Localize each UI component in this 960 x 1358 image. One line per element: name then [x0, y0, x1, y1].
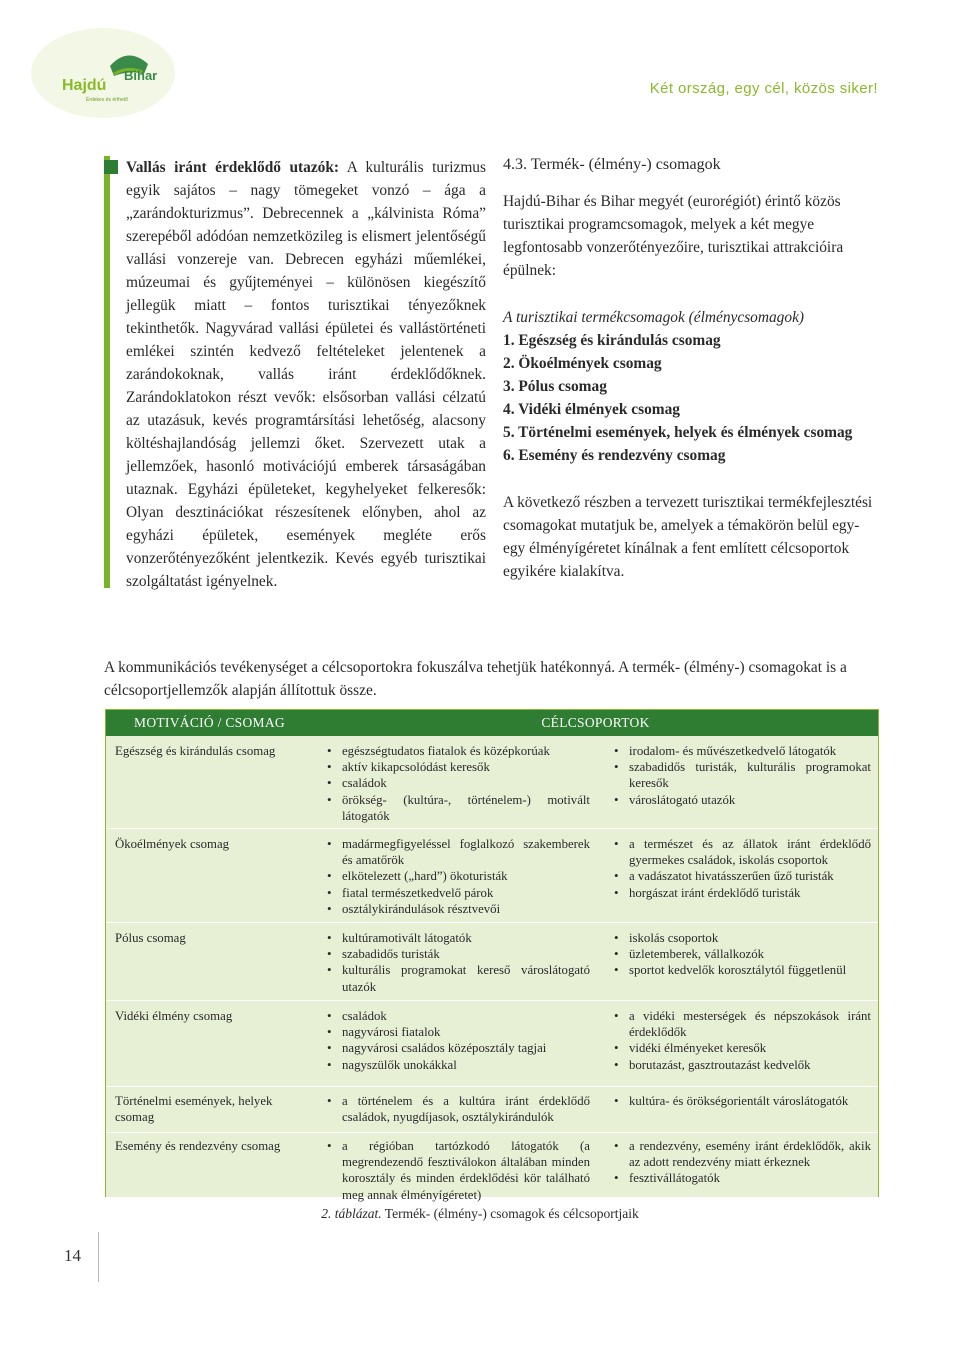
target-list-a [320, 930, 590, 995]
intro-paragraph: A kommunikációs tevékenységet a célcsoportokra fokuszálva tehetjük hatékonnyá. A termék- (élmény-) csomagokat is a célcsoportjellemzők alapján állítottuk össze. [104, 659, 847, 699]
right-intro: Hajdú-Bihar és Bihar megyét (eurorégiót) érintő közös turisztikai programcsomagok, melyek a két megye legfontosabb vonzerőtényezőire, turisztikai attrakcióira épülnek: [503, 193, 844, 279]
list-item: • borutazást, gasztroutazást kedvelők [607, 1057, 871, 1073]
list-item: • fesztivállátogatók [607, 1170, 871, 1186]
hajdu-bihar-logo-icon [28, 18, 178, 118]
package-item: 5. Történelmi események, helyek és élmények csomag [503, 424, 853, 441]
caption-text: Termék- (élmény-) csomagok és célcsoportjaik [381, 1206, 639, 1221]
list-item: • kulturális programokat kereső városlátogató utazók [320, 962, 590, 994]
caption-number: 2. táblázat. [321, 1206, 382, 1221]
list-item: • horgászat iránt érdeklődő turisták [607, 885, 871, 901]
list-item: • családok [320, 1008, 590, 1024]
list-item: • nagyvárosi fiatalok [320, 1024, 590, 1040]
row-package-name: Történelmi események, helyek csomag [115, 1094, 273, 1125]
list-item: • elkötelezett („hard”) ökoturisták [320, 868, 590, 884]
target-list-b [607, 1093, 871, 1109]
target-list-a [320, 1093, 590, 1125]
list-item: • irodalom- és művészetkedvelő látogatók [607, 743, 871, 759]
table-header [106, 710, 878, 736]
target-list-b [607, 1138, 871, 1187]
row-package-name: Ökoélmények csomag [115, 837, 230, 851]
table-row [106, 1086, 878, 1133]
list-item: • örökség- (kultúra-, történelem-) motivált látogatók [320, 792, 590, 824]
package-item: 2. Ökoélmények csomag [503, 355, 662, 372]
table-caption [0, 1206, 960, 1222]
list-item: • nagyszülők unokákkal [320, 1057, 590, 1073]
list-item: • nagyvárosi családos középosztály tagjai [320, 1040, 590, 1056]
list-item: • a régióban tartózkodó látogatók (a megrendezendő fesztiválokon általában minden korosztály és minden érdeklődési kör található meg annak élményígéretet) [320, 1138, 590, 1203]
list-item: • a vadászatot hivatásszerűen űző turisták [607, 868, 871, 884]
table-row [106, 828, 878, 923]
header-motivation: MOTIVÁCIÓ / CSOMAG [134, 715, 285, 730]
list-item: • aktív kikapcsolódást keresők [320, 759, 590, 775]
header-tagline: Két ország, egy cél, közös siker! [649, 80, 878, 97]
page-number: 14 [64, 1246, 81, 1265]
target-list-a [320, 743, 590, 824]
left-lead: Vallás iránt érdeklődő utazók: [126, 159, 340, 176]
row-package-name: Pólus csomag [115, 931, 186, 945]
table-row [106, 922, 878, 1001]
section-heading: 4.3. Termék- (élmény-) csomagok [503, 156, 721, 173]
section-square-icon [104, 160, 118, 174]
list-item: • a természet és az állatok iránt érdeklődő gyermekes családok, iskolás csoportok [607, 836, 871, 868]
target-list-a [320, 1138, 590, 1203]
list-item: • osztálykirándulások résztvevői [320, 901, 590, 917]
target-list-b [607, 836, 871, 901]
packages-list [503, 329, 881, 467]
table-row [106, 736, 878, 828]
list-item: • madármegfigyeléssel foglalkozó szakemberek és amatőrök [320, 836, 590, 868]
package-item: 3. Pólus csomag [503, 378, 607, 395]
target-list-b [607, 930, 871, 979]
packages-title: A turisztikai termékcsomagok (élménycsomagok) [503, 309, 805, 326]
list-item: • fiatal természetkedvelő párok [320, 885, 590, 901]
list-item: • egészségtudatos fiatalok és középkorúak [320, 743, 590, 759]
list-item: • szabadidős turisták [320, 946, 590, 962]
left-paragraph [126, 156, 486, 593]
header-target-groups: CÉLCSOPORTOK [541, 715, 650, 730]
logo [28, 18, 178, 118]
package-item: 1. Egészség és kirándulás csomag [503, 332, 721, 349]
target-groups-table [105, 709, 879, 1202]
target-list-b [607, 743, 871, 808]
list-item: • iskolás csoportok [607, 930, 871, 946]
row-package-name: Esemény és rendezvény csomag [115, 1139, 281, 1153]
list-item: • városlátogató utazók [607, 792, 871, 808]
package-item: 6. Esemény és rendezvény csomag [503, 447, 726, 464]
row-package-name: Vidéki élmény csomag [115, 1009, 233, 1023]
table-row [106, 1000, 878, 1087]
right-column [503, 156, 881, 583]
list-item: • kultúra- és örökségorientált városlátogatók [607, 1093, 871, 1109]
list-item: • kultúramotivált látogatók [320, 930, 590, 946]
package-item: 4. Vidéki élmények csomag [503, 401, 680, 418]
list-item: • a történelem és a kultúra iránt érdeklődő családok, nyugdíjasok, osztálykirándulók [320, 1093, 590, 1125]
target-list-a [320, 836, 590, 917]
list-item: • sportot kedvelők korosztálytól függetlenül [607, 962, 871, 978]
list-item: • a rendezvény, esemény iránt érdeklődők, akik az adott rendezvény miatt érkeznek [607, 1138, 871, 1170]
table-row [106, 1132, 878, 1202]
svg-text:Hajdú: Hajdú [62, 77, 107, 94]
right-outro: A következő részben a tervezett turisztikai termékfejlesztési csomagokat mutatjuk be, amelyek a témakörön belül egy-egy élményígéretet kínálnak a fent említett célcsoportok egyikére kialakítva. [503, 494, 873, 580]
list-item: • szabadidős turisták, kulturális programokat keresők [607, 759, 871, 791]
left-text: A kulturális turizmus egyik sajátos – nagy tömegeket vonzó – ága a „zarándokturizmus”. Debrecennek a „kálvinista Róma” szerepéből adódóan nemzetközileg is elismert jelentőségű vallási vonzereje van. Debrecen egyházi műemlékei, múzeumai és gyűjteményei – különösen kiegészítő jellegük miatt – fontos turisztikai tényezőknek tekinthetők. Nagyvárad vallási épületei és vallástörténeti emlékei szintén kedvező feltételeket jelentenek a zarándokoknak, vallás iránt érdeklődőknek. Zarándoklatokon részt vevők: elsősorban vallási célzatú az utazásuk, kevés programtársítási lehetőség, alacsony költéshajlandóság jellemzi őket. Szervezett utak a jellemzőek, hasonló motivációjú emberek társaságában utaznak. Egyházi épületeket, kegyhelyeket felkeresők: Olyan desztinációkat részesítenek előnyben, ahol az egyházi épületek, események megléte erős vonzerőtényezőként jelentkezik. Kevés egyéb turisztikai szolgáltatást igényelnek. [126, 159, 486, 590]
target-list-b [607, 1008, 871, 1073]
target-list-a [320, 1008, 590, 1073]
svg-text:Érdekes és érthető: Érdekes és érthető [86, 97, 128, 103]
list-item: • vidéki élményeket keresők [607, 1040, 871, 1056]
list-item: • üzletemberek, vállalkozók [607, 946, 871, 962]
list-item: • a vidéki mesterségek és népszokások iránt érdeklődők [607, 1008, 871, 1040]
row-package-name: Egészség és kirándulás csomag [115, 744, 276, 758]
svg-text:Bihar: Bihar [124, 68, 158, 83]
page-divider [98, 1232, 99, 1282]
left-column [104, 156, 486, 588]
list-item: • családok [320, 775, 590, 791]
